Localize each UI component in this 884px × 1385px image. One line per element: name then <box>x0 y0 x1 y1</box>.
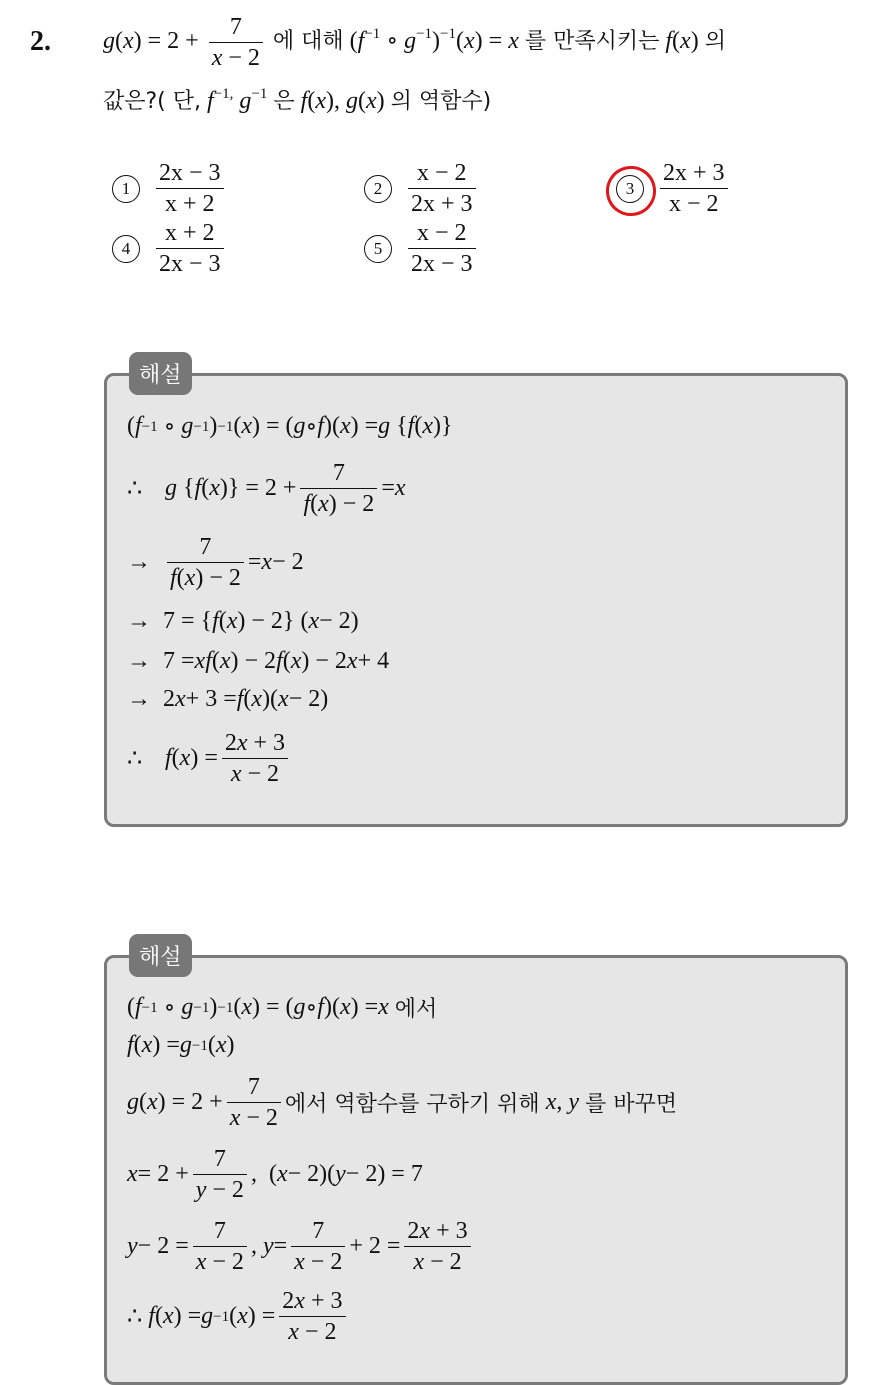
choice-number: 1 <box>112 175 140 203</box>
solution1-line-4: → 7 = { f ( x ) − 2} ( x − 2) <box>127 608 359 634</box>
solution1-line-7: ∴ f ( x ) = $\frac{2x + 3}{x - 2}$ <box>127 728 292 789</box>
choice-2[interactable] <box>364 158 480 219</box>
choice-number: 5 <box>364 235 392 263</box>
solution-box-1 <box>104 373 848 827</box>
choice-numerator: 2x + 3 <box>663 160 725 186</box>
solution2-text-swap: 를 바꾸면 <box>585 1092 678 1117</box>
solution2-text-inverse: 에서 역함수를 구하기 위해 <box>284 1092 540 1117</box>
solution-tag-1: 해설 <box>129 352 192 395</box>
solution2-line-2: f ( x ) = g −1 ( x ) <box>127 1032 235 1058</box>
solution2-line-4: x = 2 + $\frac{7}{y - 2}$ , ( x − 2)( y − 2) = 7 <box>127 1146 423 1203</box>
question-line-1: g(x) = 2 + $\frac{7}{x - 2}$ 에 대해 ($f^{-1}$ ∘ $g^{-1})^{-1}(x) = x$ 를 만족시키는 f(x) 의 <box>103 14 726 71</box>
question-text-2: 를 만족시키는 <box>524 29 660 55</box>
solution1-line-1: ( f −1 ∘ g −1 ) −1 ( x ) = ( g ∘ f )( x ) = g { f ( x )} <box>127 413 453 440</box>
choice-numerator: x + 2 <box>165 220 215 246</box>
solution2-line-1: ( f −1 ∘ g −1 ) −1 ( x ) = ( g ∘ f )( x ) = x 에서 <box>127 994 438 1022</box>
question-line-2: 값은?( 단, $f^{-1,}$ $g^{-1}$ 은 f(x), g(x) 의 역함수) <box>103 86 492 114</box>
solution-tag-2: 해설 <box>129 934 192 977</box>
solution2-line-5: y − 2 = $\frac{7}{x - 2}$ , y = $\frac{7}{x - 2}$ + 2 = $\frac{2x + 3}{x - 2}$ <box>127 1216 475 1277</box>
choice-denominator: 2x − 3 <box>156 248 224 279</box>
question-text-3: 의 <box>704 29 726 55</box>
solution1-line-5: → 7 = xf ( x ) − 2 f ( x ) − 2 x + 4 <box>127 648 390 674</box>
question-text-4: 값은?( 단, <box>103 89 202 114</box>
solution2-line-6: ∴ f ( x ) = g −1 ( x ) = $\frac{2x + 3}{x - 2}$ <box>127 1286 350 1347</box>
choice-4[interactable] <box>112 218 228 279</box>
choice-5[interactable] <box>364 218 480 279</box>
solution2-text-eseo: 에서 <box>394 997 438 1022</box>
choice-3[interactable] <box>616 158 732 219</box>
choice-numerator: 2x − 3 <box>159 160 221 186</box>
choice-numerator: x − 2 <box>417 220 467 246</box>
choice-numerator: x − 2 <box>417 160 467 186</box>
question-text-6: 의 역함수) <box>390 89 492 114</box>
choice-number: 4 <box>112 235 140 263</box>
solution1-line-2: ∴ g { f ( x )} = 2 + $\frac{7}{f(x) - 2}$ = x <box>127 460 406 517</box>
solution1-line-6: → 2 x + 3 = f ( x )( x − 2) <box>127 686 329 712</box>
question-number: 2. <box>30 26 51 57</box>
question-text-1: 에 대해 <box>272 29 344 55</box>
choice-denominator: x + 2 <box>156 188 224 219</box>
choice-denominator: 2x − 3 <box>408 248 476 279</box>
choice-number: 2 <box>364 175 392 203</box>
choice-number: 3 <box>616 175 644 203</box>
choice-1[interactable] <box>112 158 228 219</box>
choice-denominator: x − 2 <box>660 188 728 219</box>
question-text-5: 은 <box>273 89 295 114</box>
choice-denominator: 2x + 3 <box>408 188 476 219</box>
solution1-line-3: → $\frac{7}{f(x) - 2}$ = x − 2 <box>127 534 304 591</box>
solution2-line-3: g ( x ) = 2 + $\frac{7}{x - 2}$ 에서 역함수를 구하기 위해 x , y 를 바꾸면 <box>127 1074 678 1131</box>
solution-box-2 <box>104 955 848 1385</box>
